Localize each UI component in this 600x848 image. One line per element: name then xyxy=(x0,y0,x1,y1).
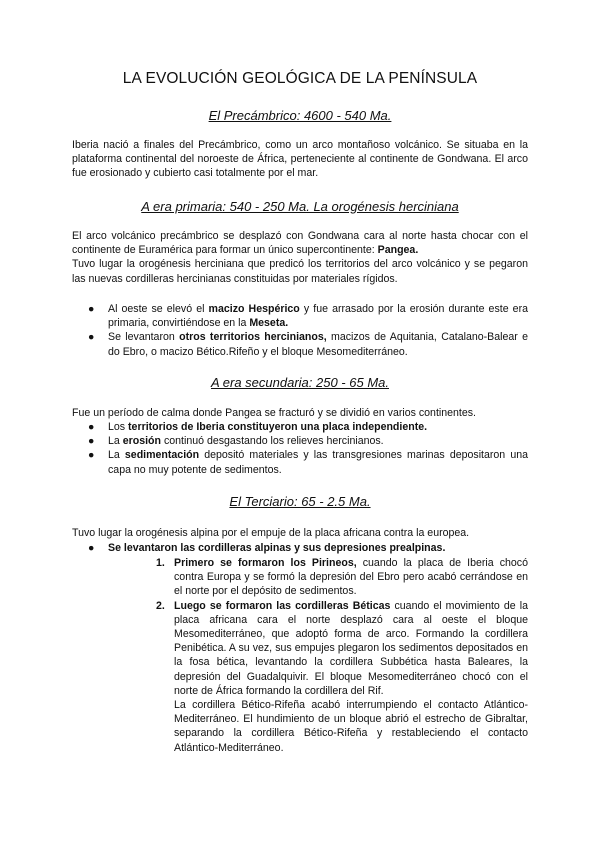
bullet-list-era-primaria xyxy=(72,302,528,359)
bold-term: sedimentación xyxy=(124,449,200,462)
section-heading-terciario: El Terciario: 65 - 2.5 Ma. xyxy=(229,494,371,509)
list-item xyxy=(72,541,528,555)
text-run: y fue arrasado por la erosión durante este era primaria, convirtiéndose en la xyxy=(108,303,528,330)
text-run: macizos de Aquitania, Catalano-Balear e do Ebro, o macizo Bético.Rifeño y el bloque Mesomediterráneo. xyxy=(108,331,528,358)
bold-term: Se levantaron las cordilleras alpinas y sus depresiones prealpinas. xyxy=(108,542,446,554)
bullet-list-era-secundaria xyxy=(72,420,528,477)
list-number: 1. xyxy=(156,557,165,569)
bold-term: Meseta. xyxy=(249,317,289,330)
list-item xyxy=(72,448,528,476)
bold-term: territorios de Iberia constituyeron una placa independiente. xyxy=(128,421,428,433)
list-number: 2. xyxy=(156,599,165,612)
list-item xyxy=(72,302,528,330)
paragraph-era-primaria xyxy=(72,229,528,286)
bullet-icon: ● xyxy=(88,303,95,315)
list-item xyxy=(148,599,528,755)
bold-term-pangea: Pangea. xyxy=(377,244,419,257)
text-run: cuando el movimiento de la placa africana cara el norte desplazó cara al oeste el bloque Mesomediterráneo, que adoptó forma de arco. Formando la cordillera Penibética. A su vez, sus empujes plegaron los sedimentos depositados en la fosa bética, levantando la cordillera Subbética hasta Baleares, la depresión del Guadalquivir. El bloque Mesomediterráneo chocó con el norte de África formando la cordillera del Rif. xyxy=(174,599,528,697)
bullet-icon: ● xyxy=(88,421,95,433)
text-run: cuando la placa de Iberia chocó contra Europa y se formó la depresión del Ebro pero acabó cerrándose en el norte por el depósito de sedimentos. xyxy=(174,557,528,598)
section-heading-era-secundaria: A era secundaria: 250 - 65 Ma. xyxy=(210,375,389,390)
paragraph-text: La cordillera Bético-Rifeña acabó interrumpiendo el contacto Atlántico-Mediterráneo. El hundimiento de un bloque abrió el estrecho de Gibraltar, separando la cordillera Bético-Rifeña y restableciendo el contacto Atlántico-Mediterráneo. xyxy=(174,699,528,754)
paragraph-precambrico xyxy=(72,138,528,181)
text-run: La xyxy=(108,435,123,448)
list-item xyxy=(72,330,528,358)
document-title: LA EVOLUCIÓN GEOLÓGICA DE LA PENÍNSULA xyxy=(122,70,478,87)
paragraph-text: Iberia nació a finales del Precámbrico, como un arco montañoso volcánico. Se situaba en la plataforma continental del noroeste de África, perteneciente al continente de Gondwana. El arco fue erosionado y cubierto casi totalmente por el mar. xyxy=(72,139,528,180)
list-item xyxy=(72,434,528,448)
numbered-list-terciario xyxy=(148,556,528,755)
text-run: Los xyxy=(108,421,129,433)
text-run: Se levantaron xyxy=(108,331,180,344)
bullet-list-terciario xyxy=(72,541,528,555)
paragraph-text: Fue un período de calma donde Pangea se fracturó y se dividió en varios continentes. xyxy=(72,407,476,419)
bullet-icon: ● xyxy=(88,331,95,344)
section-heading-era-primaria: A era primaria: 540 - 250 Ma. La orogénesis herciniana xyxy=(141,199,459,214)
text-run: depositó materiales y las transgresiones marinas depositaron una capa no muy potente de sedimentos. xyxy=(108,449,528,476)
paragraph-text xyxy=(174,556,528,599)
paragraph-text xyxy=(174,599,528,698)
bold-term: macizo Hespérico xyxy=(208,303,300,315)
bullet-icon: ● xyxy=(88,435,95,448)
bold-term: otros territorios hercinianos, xyxy=(179,331,327,344)
paragraph-terciario xyxy=(72,526,528,540)
section-heading-precambrico: El Precámbrico: 4600 - 540 Ma. xyxy=(208,108,392,123)
bold-term: Luego se formaron las cordilleras Béticas xyxy=(174,599,391,612)
paragraph-text: Tuvo lugar la orogénesis alpina por el empuje de la placa africana contra la europea. xyxy=(72,527,470,539)
bullet-icon: ● xyxy=(88,449,95,462)
bold-term: erosión xyxy=(122,435,161,448)
bold-term: Primero se formaron los Pirineos, xyxy=(174,557,357,569)
paragraph-era-secundaria xyxy=(72,406,528,420)
text-run: La xyxy=(108,449,125,462)
paragraph-text xyxy=(72,229,528,257)
list-item xyxy=(148,556,528,599)
text-run: continuó desgastando los relieves hercinianos. xyxy=(161,435,384,448)
list-item xyxy=(72,420,528,434)
text-run: Al oeste se elevó el xyxy=(108,303,209,315)
text-run: El arco volcánico precámbrico se desplazó con Gondwana cara al norte hasta chocar con el continente de Euramérica para formar un único supercontinente: xyxy=(72,230,528,257)
bullet-icon: ● xyxy=(88,542,95,554)
paragraph-text: Tuvo lugar la orogénesis herciniana que predicó los territorios del arco volcánico y se pegaron las nuevas cordilleras hercinianas constituidas por materiales rígidos. xyxy=(72,258,528,285)
